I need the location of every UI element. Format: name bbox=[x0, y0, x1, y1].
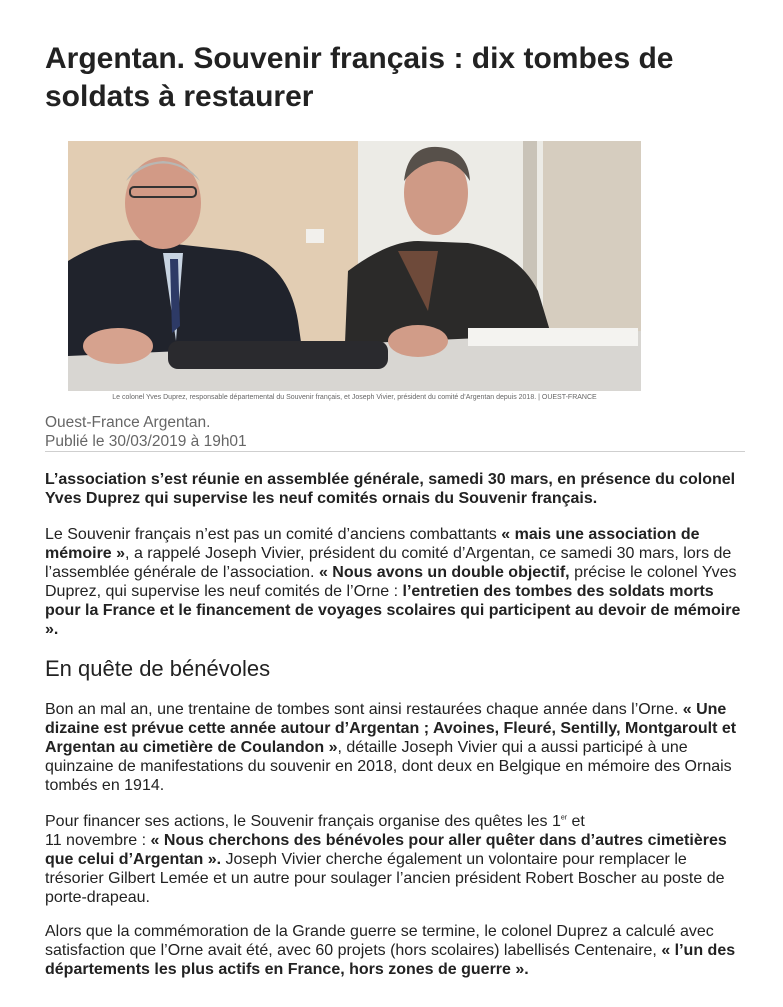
lead-text: L’association s’est réunie en assemblée générale, samedi 30 mars, en présence du colonel Yves Duprez qui supervise les neuf comités ornais du Souvenir français. bbox=[45, 471, 736, 507]
paragraph-4 bbox=[45, 922, 745, 979]
p3-text-1: Pour financer ses actions, le Souvenir français organise des quêtes les 1 bbox=[45, 813, 561, 830]
article-title: Argentan. Souvenir français : dix tombes de soldats à restaurer bbox=[45, 42, 674, 113]
photo-caption: Le colonel Yves Duprez, responsable départemental du Souvenir français, et Joseph Vivier, président du comité d’Argentan depuis 2018. | OUEST-FRANCE bbox=[112, 394, 597, 401]
lead-paragraph bbox=[45, 470, 745, 508]
p3-quote-1: « Nous cherchons des bénévoles pour aller quêter dans d’autres cimetières que celui d’Argentan ». bbox=[45, 832, 727, 868]
p1-quote-3: l’entretien des tombes des soldats morts pour la France et le financement de voyages scolaires qui participent au devoir de mémoire ». bbox=[45, 583, 741, 638]
p4-quote-1: « l’un des départements les plus actifs en France, hors zones de guerre ». bbox=[45, 942, 736, 978]
divider bbox=[45, 451, 745, 452]
paragraph-1 bbox=[45, 525, 745, 639]
p1-text-2: , a rappelé Joseph Vivier, président du comité d’Argentan, ce samedi 30 mars, lors de l’assemblée générale de l’association. bbox=[45, 545, 732, 581]
p1-text-1: Le Souvenir français n’est pas un comité d’anciens combattants bbox=[45, 526, 502, 543]
p3-superscript: er bbox=[560, 814, 568, 822]
publication-date: Publié le 30/03/2019 à 19h01 bbox=[45, 433, 247, 450]
p2-text-1: Bon an mal an, une trentaine de tombes sont ainsi restaurées chaque année dans l’Orne. bbox=[45, 701, 683, 718]
paragraph-2 bbox=[45, 700, 745, 795]
p4-text-1: Alors que la commémoration de la Grande guerre se termine, le colonel Duprez a calculé avec satisfaction que l’Orne avait été, avec 60 projets (hors scolaires) labellisés Centenaire, bbox=[45, 923, 714, 959]
p3-text-3: Joseph Vivier cherche également un volontaire pour remplacer le trésorier Gilbert Lemée et un autre pour soulager l’ancien président Robert Boscher au poste de porte-drapeau. bbox=[45, 851, 725, 906]
article-byline: Ouest-France Argentan. bbox=[45, 414, 211, 431]
photo-illustration bbox=[68, 141, 641, 391]
p3-text-2: 11 novembre : bbox=[45, 832, 151, 849]
p1-quote-1: « mais une association de mémoire » bbox=[45, 526, 700, 562]
p1-quote-2: « Nous avons un double objectif, bbox=[318, 564, 570, 581]
article-photo bbox=[68, 141, 641, 391]
p2-quote-1: « Une dizaine est prévue cette année autour d’Argentan ; Avoines, Fleuré, Sentilly, Montgaroult et Argentan au cimetière de Coulandon » bbox=[45, 701, 737, 756]
p2-text-2: , détaille Joseph Vivier qui a aussi participé à une quinzaine de manifestations du souvenir en 2018, dont deux en Belgique en mémoire des Ornais tombés en 1914. bbox=[45, 739, 732, 794]
p1-text-3: précise le colonel Yves Duprez, qui supervise les neuf comités de l’Orne : bbox=[45, 564, 737, 600]
p3-text-1b: et bbox=[567, 813, 585, 830]
paragraph-3 bbox=[45, 812, 745, 907]
section-subheading: En quête de bénévoles bbox=[45, 656, 271, 681]
